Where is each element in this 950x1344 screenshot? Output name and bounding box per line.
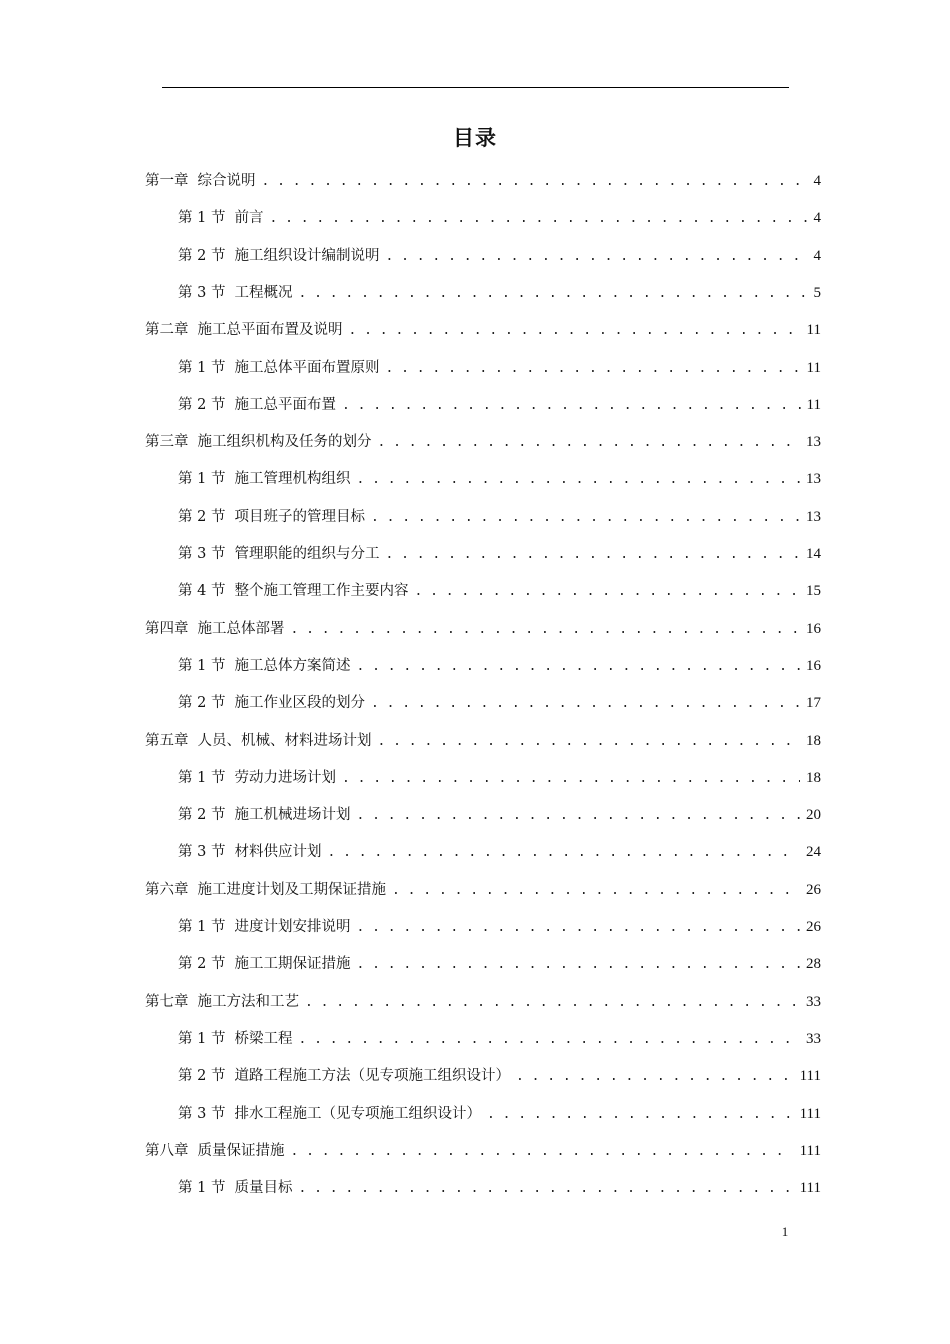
toc-entry-page: 33 <box>806 1030 821 1047</box>
toc-entry-title: 前言 <box>234 210 264 227</box>
toc-entry-title: 整个施工管理工作主要内容 <box>234 583 409 600</box>
toc-entry-number: 第七章 <box>145 993 189 1010</box>
toc-chapter-entry[interactable] <box>145 1140 821 1162</box>
toc-entry-title: 桥梁工程 <box>234 1030 293 1047</box>
toc-entry-page: 5 <box>813 284 821 301</box>
toc-dot-leader <box>262 171 808 193</box>
toc-entry-title: 施工工期保证措施 <box>234 956 351 973</box>
toc-dot-leader <box>342 768 800 790</box>
toc-entry-page: 13 <box>806 434 821 451</box>
toc-entry-title: 施工管理机构组织 <box>234 471 351 488</box>
toc-entry-page: 11 <box>806 322 821 339</box>
toc-entry-number: 第 1 节 <box>178 1180 226 1197</box>
toc-dot-leader <box>378 432 801 454</box>
toc-dot-leader <box>291 619 801 641</box>
toc-section-entry[interactable] <box>178 692 821 714</box>
toc-dot-leader <box>516 1066 794 1088</box>
toc-entry-number: 第 1 节 <box>178 1030 226 1047</box>
toc-section-entry[interactable] <box>178 804 821 826</box>
toc-section-entry[interactable] <box>178 841 821 863</box>
toc-dot-leader <box>291 1141 794 1163</box>
toc-dot-leader <box>385 246 807 268</box>
toc-entry-title: 管理职能的组织与分工 <box>234 546 380 562</box>
toc-entry-title: 施工进度计划及工期保证措施 <box>197 881 386 898</box>
toc-entry-number: 第五章 <box>145 732 189 749</box>
toc-entry-number: 第 1 节 <box>178 919 226 935</box>
toc-entry-number: 第三章 <box>145 434 189 451</box>
toc-entry-title: 项目班子的管理目标 <box>234 508 365 525</box>
toc-entry-title: 施工组织设计编制说明 <box>234 247 380 264</box>
toc-entry-page: 33 <box>806 993 821 1010</box>
toc-entry-page: 20 <box>806 807 821 824</box>
page-title: 目录 <box>453 126 497 150</box>
toc-entry-page: 13 <box>806 471 821 488</box>
toc-entry-page: 17 <box>806 695 821 712</box>
toc-entry-title: 排水工程施工（见专项施工组织设计） <box>234 1105 481 1122</box>
toc-dot-leader <box>356 656 800 678</box>
page-number: 1 <box>781 1224 789 1239</box>
toc-dot-leader <box>392 880 800 902</box>
toc-entry-title: 质量保证措施 <box>197 1142 285 1159</box>
toc-section-entry[interactable] <box>178 767 821 789</box>
toc-chapter-entry[interactable] <box>145 618 821 640</box>
toc-entry-page: 15 <box>806 583 821 600</box>
toc-entry-number: 第 3 节 <box>178 284 226 301</box>
toc-dot-leader <box>371 693 800 715</box>
toc-dot-leader <box>298 1029 800 1051</box>
toc-entry-page: 4 <box>813 210 821 227</box>
toc-entry-page: 26 <box>806 881 821 898</box>
toc-dot-leader <box>305 992 800 1014</box>
toc-dot-leader <box>487 1104 794 1126</box>
toc-section-entry[interactable] <box>178 357 821 379</box>
toc-entry-page: 14 <box>806 546 821 562</box>
toc-entry-number: 第 3 节 <box>178 844 226 861</box>
toc-entry-number: 第八章 <box>145 1142 189 1159</box>
toc-entry-page: 111 <box>799 1142 821 1159</box>
toc-entry-page: 26 <box>806 919 821 935</box>
toc-entry-title: 材料供应计划 <box>234 844 322 861</box>
toc-section-entry[interactable] <box>178 580 821 602</box>
toc-entry-page: 4 <box>813 247 821 264</box>
toc-entry-title: 施工机械进场计划 <box>234 807 351 824</box>
toc-chapter-entry[interactable] <box>145 319 821 341</box>
toc-section-entry[interactable] <box>178 1177 821 1199</box>
toc-entry-page: 18 <box>806 732 821 749</box>
toc-entry-title: 进度计划安排说明 <box>234 919 351 935</box>
toc-section-entry[interactable] <box>178 468 821 490</box>
toc-dot-leader <box>414 581 800 603</box>
toc-entry-title: 工程概况 <box>234 284 293 301</box>
toc-chapter-entry[interactable] <box>145 991 821 1013</box>
toc-entry-page: 11 <box>806 359 821 376</box>
toc-entry-title: 施工总平面布置及说明 <box>197 322 343 339</box>
toc-chapter-entry[interactable] <box>145 879 821 901</box>
toc-entry-number: 第四章 <box>145 620 189 637</box>
toc-entry-title: 施工总体部署 <box>197 620 285 637</box>
toc-entry-number: 第 3 节 <box>178 1105 226 1122</box>
toc-entry-number: 第 2 节 <box>178 956 226 973</box>
toc-section-entry[interactable] <box>178 245 821 267</box>
toc-section-entry[interactable] <box>178 543 821 565</box>
toc-chapter-entry[interactable] <box>145 170 821 192</box>
toc-dot-leader <box>356 917 800 939</box>
toc-section-entry[interactable] <box>178 506 821 528</box>
toc-entry-title: 道路工程施工方法（见专项施工组织设计） <box>234 1068 510 1085</box>
toc-entry-page: 111 <box>799 1180 821 1197</box>
toc-dot-leader <box>269 208 807 230</box>
toc-entry-number: 第 2 节 <box>178 1068 226 1085</box>
toc-entry-number: 第 1 节 <box>178 359 226 376</box>
toc-entry-number: 第 2 节 <box>178 396 226 413</box>
toc-dot-leader <box>356 805 800 827</box>
toc-entry-number: 第二章 <box>145 322 189 339</box>
toc-dot-leader <box>356 469 800 491</box>
toc-dot-leader <box>342 395 801 417</box>
toc-entry-title: 施工总体方案简述 <box>234 657 351 674</box>
toc-entry-title: 施工组织机构及任务的划分 <box>197 434 372 451</box>
toc-entry-page: 28 <box>806 956 821 973</box>
toc-section-entry[interactable] <box>178 1028 821 1050</box>
toc-entry-number: 第 4 节 <box>178 583 226 600</box>
toc-dot-leader <box>327 842 800 864</box>
toc-entry-title: 综合说明 <box>197 173 256 189</box>
toc-entry-title: 质量目标 <box>234 1180 293 1197</box>
toc-entry-page: 111 <box>799 1105 821 1122</box>
toc-entry-title: 施工方法和工艺 <box>197 993 299 1010</box>
toc-entry-title: 人员、机械、材料进场计划 <box>197 732 372 749</box>
toc-entry-page: 11 <box>806 396 821 413</box>
toc-section-entry[interactable] <box>178 1103 821 1125</box>
toc-dot-leader <box>298 1178 793 1200</box>
toc-dot-leader <box>385 544 800 566</box>
toc-dot-leader <box>378 731 801 753</box>
toc-dot-leader <box>356 954 800 976</box>
toc-dot-leader <box>371 507 800 529</box>
toc-entry-number: 第 1 节 <box>178 769 226 786</box>
toc-entry-title: 劳动力进场计划 <box>234 769 336 786</box>
toc-entry-number: 第 2 节 <box>178 247 226 264</box>
toc-dot-leader <box>385 358 800 380</box>
toc-section-entry[interactable] <box>178 282 821 304</box>
toc-entry-number: 第六章 <box>145 881 189 898</box>
toc-dot-leader <box>298 283 807 305</box>
toc-entry-page: 16 <box>806 620 821 637</box>
toc-entry-number: 第 1 节 <box>178 471 226 488</box>
toc-entry-page: 13 <box>806 508 821 525</box>
toc-entry-page: 18 <box>806 769 821 786</box>
toc-chapter-entry[interactable] <box>145 730 821 752</box>
toc-entry-title: 施工总平面布置 <box>234 396 336 413</box>
toc-section-entry[interactable] <box>178 1065 821 1087</box>
toc-section-entry[interactable] <box>178 916 821 938</box>
toc-entry-number: 第 1 节 <box>178 210 226 227</box>
toc-dot-leader <box>349 320 801 342</box>
toc-entry-number: 第一章 <box>145 173 189 189</box>
toc-entry-page: 24 <box>806 844 821 861</box>
toc-section-entry[interactable] <box>178 394 821 416</box>
toc-entry-number: 第 2 节 <box>178 508 226 525</box>
toc-entry-number: 第 2 节 <box>178 695 226 712</box>
toc-section-entry[interactable] <box>178 655 821 677</box>
toc-entry-title: 施工总体平面布置原则 <box>234 359 380 376</box>
toc-entry-page: 16 <box>806 657 821 674</box>
toc-chapter-entry[interactable] <box>145 431 821 453</box>
toc-section-entry[interactable] <box>178 207 821 229</box>
toc-entry-number: 第 2 节 <box>178 807 226 824</box>
toc-entry-page: 111 <box>799 1068 821 1085</box>
toc-entry-number: 第 1 节 <box>178 657 226 674</box>
toc-entry-page: 4 <box>813 173 821 189</box>
toc-entry-title: 施工作业区段的划分 <box>234 695 365 712</box>
toc-section-entry[interactable] <box>178 953 821 975</box>
toc-entry-number: 第 3 节 <box>178 546 226 562</box>
